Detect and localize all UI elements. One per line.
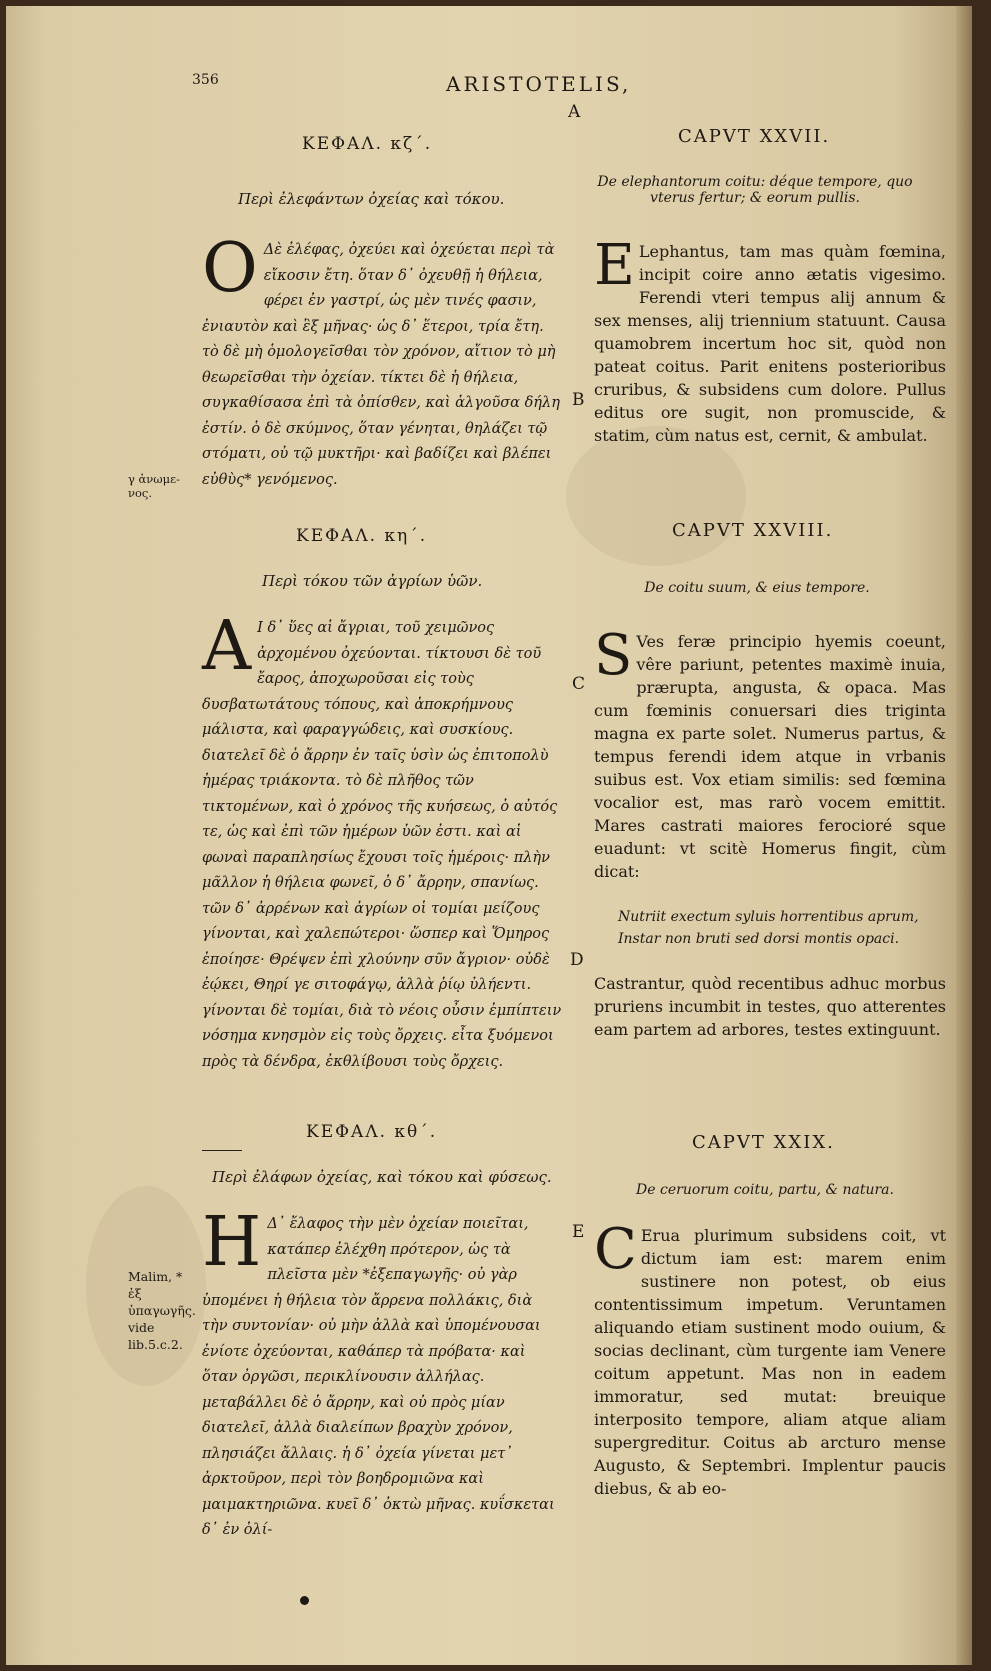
page-number: 356 bbox=[192, 72, 219, 88]
latin-chapter-29-text: Erua plurimum subsidens coit, vt dictum iam est: marem enim sustinere non potest, ob eius contentissimum impetum. Veruntamen aliquando etiam sustinent modo ouium, & socias declinant, cùm turgente iam Venere coitum appetunt. Mas non in eadem immoratur, sed mutat: breuique interposito tempore, aliam atque aliam supergreditur. Coitus ab arcturo mense Augusto, & Septembri. Implentur paucis diebus, & ab eo- bbox=[594, 1226, 946, 1498]
section-letter-d: D bbox=[570, 950, 584, 970]
greek-chapter-27-heading: ΚΕΦΑΛ. κζ΄. bbox=[302, 134, 433, 154]
section-letter-c: C bbox=[572, 674, 586, 694]
latin-chapter-28-heading: CAPVT XXVIII. bbox=[672, 520, 834, 541]
latin-quote-line-2: Instar non bruti sed dorsi montis opaci. bbox=[618, 931, 900, 947]
greek-chapter-27-body bbox=[202, 229, 562, 493]
running-title: ARISTOTELIS, bbox=[446, 72, 632, 96]
ink-dot bbox=[300, 1596, 309, 1605]
latin-chapter-28-body-2: Castrantur, quòd recentibus adhuc morbus pruriens incumbit in testes, quo atterentes eam partem ad arbores, testes extinguunt. bbox=[594, 974, 946, 1039]
latin-chapter-27-subtitle: De elephantorum coitu: déque tempore, quo vterus fertur; & eorum pullis. bbox=[597, 174, 913, 206]
page-edge bbox=[956, 6, 972, 1665]
latin-dropcap-c: C bbox=[594, 1217, 637, 1282]
latin-chapter-27-body bbox=[594, 233, 946, 447]
heading-rule bbox=[202, 1150, 242, 1151]
greek-chapter-28-text: Ι δ᾽ ὕες αἱ ἄγριαι, τοῦ χειμῶνος ἀρχομένου ὀχεύονται. τίκτουσι δὲ τοῦ ἔαρος, ἀποχωροῦσαι εἰς τοὺς δυσβατωτάτους τόπους, καὶ ἀποκρήμνους μάλιστα, καὶ φαραγγώδεις, καὶ συσκίους. διατελεῖ δὲ ὁ ἄρρην ἐν ταῖς ὑσὶν ὡς ἐπιτοπολὺ ἡμέρας τριάκοντα. τὸ δὲ πλῆθος τῶν τικτομένων, καὶ ὁ χρόνος τῆς κυήσεως, ὁ αὐτός τε, ὡς καὶ ἐπὶ τῶν ἡμέρων ὑῶν ἐστι. καὶ αἱ φωναὶ παραπλησίως ἔχουσι τοῖς ἡμέροις· πλὴν μᾶλλον ἡ θήλεια φωνεῖ, ὁ δ᾽ ἄρρην, σπανίως. τῶν δ᾽ ἀρρένων καὶ ἀγρίων οἱ τομίαι μείζους γίνονται, καὶ χαλεπώτεροι· ὥσπερ καὶ Ὅμηρος ἐποίησε· Θρέψεν ἐπὶ χλούνην σῦν ἄγριον· οὐδὲ ἐῴκει, Θηρί γε σιτοφάγῳ, ἀλλὰ ῥίῳ ὑλήεντι. γίνονται δὲ τομίαι, διὰ τὸ νέοις οὖσιν ἐμπίπτειν νόσημα κνησμὸν εἰς τοὺς ὄρχεις. εἶτα ξυόμενοι πρὸς τὰ δένδρα, ἐκθλίβουσι τοὺς ὄρχεις. bbox=[202, 620, 562, 1070]
greek-chapter-28-heading: ΚΕΦΑΛ. κη΄. bbox=[296, 526, 428, 546]
greek-margin-note-27: γ ἀνωμε- νος. bbox=[128, 472, 180, 500]
latin-chapter-28-text: Ves feræ principio hyemis coeunt, vêre pariunt, petentes maximè inuia, prærupta, angusta, & opaca. Mas cum fœminis conuersari dies triginta magna ex parte solet. Numerus partus, & tempus ferendi idem atque in vrbanis suibus est. Vox etiam similis: sed fœmina vocalior est, mas rarò vocem emittit. Mares castrati maiores ferocioré sque euadunt: vt scitè Homerus fingit, cùm dicat: bbox=[594, 632, 946, 881]
greek-margin-note-29: Malim, * ἐξ ὑπαγωγῆς. vide lib.5.c.2. bbox=[128, 1269, 196, 1352]
greek-chapter-29-heading: ΚΕΦΑΛ. κθ΄. bbox=[306, 1122, 438, 1142]
latin-chapter-29-heading: CAPVT XXIX. bbox=[692, 1132, 835, 1153]
greek-dropcap-a: Α bbox=[202, 607, 252, 686]
greek-chapter-29-subtitle: Περὶ ἐλάφων ὀχείας, καὶ τόκου καὶ φύσεως. bbox=[212, 1168, 552, 1186]
latin-quote-line-1: Nutriit exectum syluis horrentibus aprum, bbox=[618, 909, 919, 925]
greek-chapter-29-body bbox=[202, 1203, 562, 1544]
latin-chapter-29-body bbox=[594, 1217, 946, 1500]
book-page bbox=[6, 6, 972, 1665]
latin-chapter-28-subtitle: De coitu suum, & eius tempore. bbox=[644, 580, 870, 596]
greek-dropcap-h: Η bbox=[202, 1203, 262, 1282]
paper-stain bbox=[566, 426, 746, 566]
latin-homer-quote bbox=[618, 906, 948, 950]
section-letter-b: B bbox=[572, 390, 585, 410]
greek-chapter-27-subtitle: Περὶ ἐλεφάντων ὀχείας καὶ τόκου. bbox=[238, 190, 505, 208]
latin-chapter-27-text: Lephantus, tam mas quàm fœmina, incipit coire anno ætatis vigesimo. Ferendi vteri tempus alij annum & sex menses, alij triennium statuunt. Causa quamobrem incertum hoc sit, quòd non pateat coitus. Parit enitens posterioribus cruribus, & subsidens cum dolore. Pullus editus ore sugit, non promuscide, & statim, cùm natus est, cernit, & ambulat. bbox=[594, 242, 946, 445]
latin-dropcap-s: S bbox=[594, 623, 633, 688]
section-letter-a: A bbox=[568, 102, 581, 122]
greek-dropcap-o: Ο bbox=[202, 229, 258, 308]
greek-chapter-28-subtitle: Περὶ τόκου τῶν ἀγρίων ὑῶν. bbox=[262, 572, 483, 590]
greek-chapter-27-text: Δὲ ἐλέφας, ὀχεύει καὶ ὀχεύεται περὶ τὰ εἴκοσιν ἔτη. ὅταν δ᾽ ὀχευθῇ ἡ θήλεια, φέρει ἐν γαστρί, ὡς μὲν τινές φασιν, ἐνιαυτὸν καὶ ἓξ μῆνας· ὡς δ᾽ ἕτεροι, τρία ἔτη. τὸ δὲ μὴ ὁμολογεῖσθαι τὸν χρόνον, αἴτιον τὸ μὴ θεωρεῖσθαι τὴν ὀχείαν. τίκτει δὲ ἡ θήλεια, συγκαθίσασα ἐπὶ τὰ ὀπίσθεν, καὶ ἀλγοῦσα δήλη ἐστίν. ὁ δὲ σκύμνος, ὅταν γένηται, θηλάζει τῷ στόματι, οὐ τῷ μυκτῆρι· καὶ βαδίζει καὶ βλέπει εὐθὺς* γενόμενος. bbox=[202, 242, 560, 488]
latin-dropcap-e: E bbox=[594, 233, 635, 298]
greek-chapter-29-text: Δ᾽ ἔλαφος τὴν μὲν ὀχείαν ποιεῖται, κατάπερ ἐλέχθη πρότερον, ὡς τὰ πλεῖστα μὲν *ἐξεπαγωγῆς· οὐ γὰρ ὑπομένει ἡ θήλεια τὸν ἄρρενα πολλάκις, διὰ τὴν συντονίαν· οὐ μὴν ἀλλὰ καὶ ὑπομένουσαι ἐνίοτε ὀχεύονται, καθάπερ τὰ πρόβατα· καὶ ὅταν ὀργῶσι, περικλίνουσιν ἀλλήλας. μεταβάλλει δὲ ὁ ἄρρην, καὶ οὐ πρὸς μίαν διατελεῖ, ἀλλὰ διαλείπων βραχὺν χρόνον, πλησιάζει ἄλλαις. ἡ δ᾽ ὀχεία γίνεται μετ᾽ ἀρκτοῦρον, περὶ τὸν βοηδρομιῶνα καὶ μαιμακτηριῶνα. κυεῖ δ᾽ ὀκτὼ μῆνας. κυΐσκεται δ᾽ ἐν ὀλί- bbox=[202, 1216, 555, 1538]
latin-chapter-28-body bbox=[594, 623, 946, 883]
latin-chapter-27-heading: CAPVT XXVII. bbox=[678, 126, 831, 147]
greek-chapter-28-body bbox=[202, 607, 562, 1075]
section-letter-e: E bbox=[572, 1222, 585, 1242]
latin-chapter-29-subtitle: De ceruorum coitu, partu, & natura. bbox=[636, 1182, 894, 1198]
